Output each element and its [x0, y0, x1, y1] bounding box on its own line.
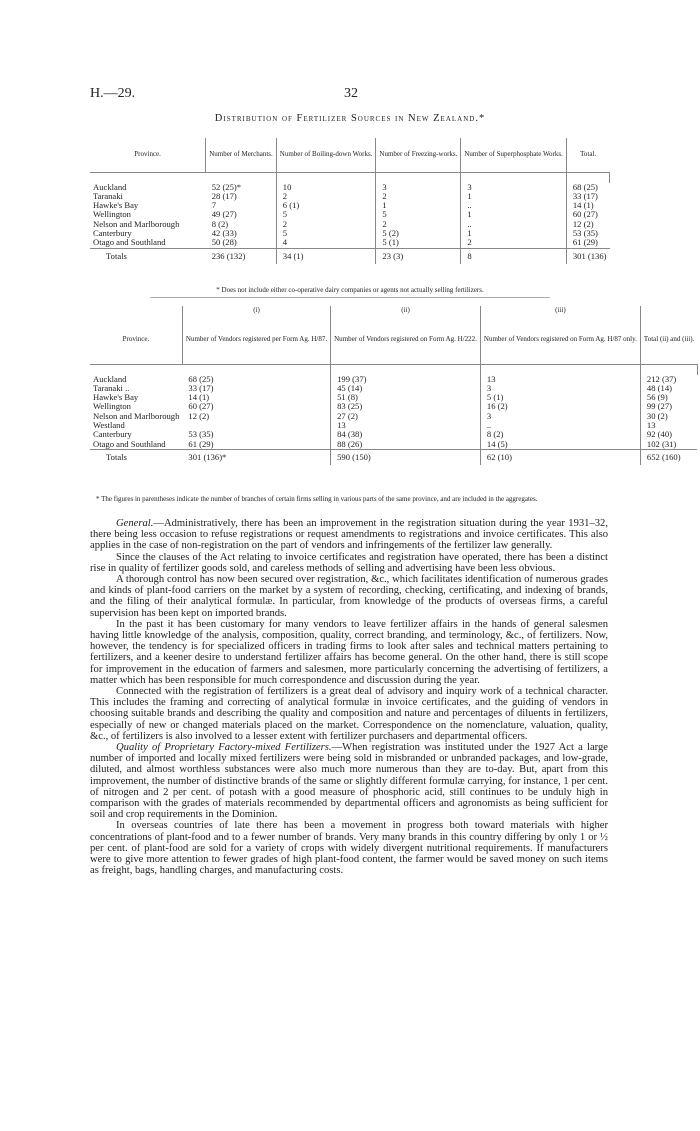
province-cell: Auckland: [93, 373, 127, 384]
table-row: [90, 393, 697, 402]
table2-body: [90, 364, 697, 465]
table1-col-superphosphate: Number of Superphosphate Works.: [461, 138, 566, 172]
paragraph-text: —When registration was instituted under the 1927 Act a large number of imported and locally mixed fertilizers were being sold in misbranded or unbranded packages, and low-grade, diluted, and almost worthless substances were also much more numerous than they are to-day. But, apart from this improvement, the number of distinctive brands of the same or slightly different formulæ carrying, for instance, 1 per cent. of nitrogen and 2 per cent. of potash with a good measure of phosphoric acid, still continues to be unduly high in comparison with the grades of materials recommended by departmental officers and agronomists as being sufficient for soil and crop requirements in the Dominion.: [90, 742, 608, 821]
value-cell: 56 (9): [646, 392, 668, 403]
table1-col-merchants: Number of Merchants.: [206, 138, 277, 172]
paragraph: A thorough control has now been secured over registration, &c., which facilitates identification of numerous grades and kinds of plant-food carriers on the market by a system of recording, checking, certificating, and indexing of brands, and the filing of their analytical formulæ. In particular, from knowledge of the products of overseas firms, a careful supervision has been kept on imported brands.: [90, 574, 608, 619]
value-cell: 12 (2): [572, 218, 594, 229]
province-cell: Otago and Southland: [93, 237, 166, 248]
province-cell: Auckland: [93, 181, 127, 192]
value-cell: 51 (8): [331, 393, 481, 402]
paragraph-lead: General.: [116, 518, 154, 529]
value-cell: 13: [331, 421, 481, 430]
total-value: 23 (3): [376, 248, 461, 264]
totals-label: Totals: [90, 248, 206, 264]
value-cell: 3: [461, 183, 566, 192]
table1-header-row: [90, 138, 610, 172]
table-row: [90, 440, 697, 450]
table1-col-freezing: Number of Freezing-works.: [376, 138, 461, 172]
table2-colnum-2: (ii): [331, 306, 481, 316]
table-row: [90, 402, 697, 411]
table-row: [90, 375, 697, 384]
value-cell: 5: [276, 229, 376, 238]
table-row: [90, 412, 697, 421]
paragraph: In the past it has been customary for many vendors to leave fertilizer affairs in the hands of general salesmen having little knowledge of the analysis, composition, quality, correct branding, and terminology, &c., of fertilizers. Now, however, the tendency is for specialized officers in trading firms to look after sales and technical matters pertaining to fertilizers, and a keener desire to understand fertilizer affairs has become general. On the other hand, there is still scope for improvement in the education of farmers and salesmen, more particularly concerning the advertising of fertilizers, a matter which has been responsible for much correspondence and discussion during the year.: [90, 618, 608, 686]
table2-col-province: Province.: [90, 316, 182, 364]
value-cell: 14 (1): [572, 200, 594, 211]
table2-colnum-4: [640, 306, 697, 316]
value-cell: 27 (2): [331, 412, 481, 421]
value-cell: 84 (38): [331, 430, 481, 439]
value-cell: 33 (17): [182, 384, 330, 393]
province-cell: Hawke's Bay: [93, 200, 139, 211]
value-cell: 52 (25)*: [206, 183, 277, 192]
table-row: [90, 238, 610, 248]
value-cell: 2: [376, 220, 461, 229]
value-cell: 61 (29): [572, 237, 598, 248]
value-cell: 10: [276, 183, 376, 192]
value-cell: 28 (17): [206, 192, 277, 201]
total-value: 236 (132): [206, 248, 277, 264]
value-cell: 33 (17): [572, 190, 598, 201]
table2-header-row: [90, 316, 697, 364]
table1-col-boiling: Number of Boiling-down Works.: [276, 138, 376, 172]
paragraph: In overseas countries of late there has been a movement in progress both toward materials with higher concentrations of plant-food and to a fewer number of brands. Very many brands in this country differing by only 1 or ½ per cent. of plant-food are sold for a variety of crops with widely divergent nutritional requirements. If manufacturers were to give more attention to fewer grades of high plant-food content, the farmer would be saved money on such items as freight, bags, handling charges, and manufacturing costs.: [90, 820, 608, 877]
value-cell: 199 (37): [331, 375, 481, 384]
table2-colnum-1: (i): [182, 306, 330, 316]
table1-footnote: * Does not include either co-operative dairy companies or agents not actually selling fertilizers.: [216, 286, 484, 294]
value-cell: 212 (37): [646, 373, 677, 384]
report-code: H.—29.: [90, 86, 136, 101]
value-cell: 92 (40): [646, 429, 672, 440]
table2-col-h222: Number of Vendors registered on Form Ag. H/222.: [331, 316, 481, 364]
paragraph-text: —Administratively, there has been an improvement in the registration situation during the year 1931–32, there being less occasion to refuse registrations or request amendments to registrations and invoice certificates. This also applies in the case of non-registration on the part of vendors and infringements of the fertilizer law generally.: [90, 518, 608, 552]
value-cell: 4: [276, 238, 376, 248]
paragraph-general: [90, 518, 608, 552]
province-cell: Wellington: [93, 209, 131, 220]
value-cell: 2: [376, 192, 461, 201]
table1-body: [90, 172, 610, 264]
table-row: [90, 192, 610, 201]
divider: [150, 297, 550, 298]
table-row: [90, 384, 697, 393]
value-cell: 102 (31): [646, 438, 677, 449]
value-cell: 5: [276, 210, 376, 219]
table2-col-total: Total (ii) and (iii).: [640, 316, 697, 364]
value-cell: 14 (5): [480, 440, 640, 450]
province-cell: Nelson and Marlborough: [93, 218, 180, 229]
province-cell: Taranaki ..: [93, 382, 130, 393]
spacer-row: [90, 172, 610, 183]
value-cell: 8 (2): [480, 430, 640, 439]
value-cell: 7: [206, 201, 277, 210]
value-cell: 2: [276, 220, 376, 229]
value-cell: 14 (1): [182, 393, 330, 402]
totals-row: [90, 449, 697, 465]
total-value: 652 (160): [640, 449, 697, 465]
value-cell: ..: [480, 421, 640, 430]
table2-col-h87: Number of Vendors registered per Form Ag. H/87.: [182, 316, 330, 364]
vendor-registration-table: [90, 306, 698, 465]
province-cell: Taranaki: [93, 190, 123, 201]
value-cell: 42 (33): [206, 229, 277, 238]
totals-label: Totals: [90, 449, 182, 465]
value-cell: 6 (1): [276, 201, 376, 210]
table-row: [90, 430, 697, 439]
value-cell: 2: [461, 238, 566, 248]
table2-colnum-3: (iii): [480, 306, 640, 316]
value-cell: 53 (35): [182, 430, 330, 439]
value-cell: 83 (25): [331, 402, 481, 411]
value-cell: 60 (27): [572, 209, 598, 220]
province-cell: Westland: [93, 419, 125, 430]
value-cell: 53 (35): [572, 227, 598, 238]
paragraph-quality: [90, 742, 608, 820]
value-cell: ..: [461, 201, 566, 210]
value-cell: 5 (1): [376, 238, 461, 248]
value-cell: 3: [480, 412, 640, 421]
body-text: [90, 518, 608, 877]
value-cell: ..: [461, 220, 566, 229]
page-number: 32: [344, 86, 358, 101]
paragraph: Connected with the registration of fertilizers is a great deal of advisory and inquiry work of a technical character. This includes the framing and correcting of analytical formulæ in invoice certificates, and the guiding of vendors in choosing suitable brands and describing the quality and composition and nature and percentages of diluents in fertilizers, especially of new or changed materials placed on the market. Correspondence on the nomenclature, valuation, quality, &c., of fertilizers is also involved to a lesser extent with fertilizer purchasers and departmental officers.: [90, 686, 608, 742]
value-cell: 68 (25): [572, 181, 598, 192]
table2-colnum-0: [90, 306, 182, 316]
total-value: 8: [461, 248, 566, 264]
value-cell: 30 (2): [646, 410, 668, 421]
table-row: [90, 421, 697, 430]
total-value: 62 (10): [480, 449, 640, 465]
value-cell: 5 (1): [480, 393, 640, 402]
spacer-row: [90, 364, 697, 375]
paragraph-lead: Quality of Proprietary Factory-mixed Fertilizers.: [116, 742, 332, 754]
table1-col-province: Province.: [90, 138, 206, 172]
paragraph: Since the clauses of the Act relating to invoice certificates and registration have operated, there has been a distinct rise in quality of fertilizer goods sold, and careless methods of selling and advertising have been less obvious.: [90, 551, 608, 574]
total-value: 301 (136)*: [182, 449, 330, 465]
value-cell: 8 (2): [206, 220, 277, 229]
table2-footnote: * The figures in parentheses indicate the number of branches of certain firms selling in various parts of the same province, and are included in the aggregates.: [96, 495, 538, 503]
value-cell: 13: [646, 419, 656, 430]
value-cell: 16 (2): [480, 402, 640, 411]
total-value: 34 (1): [276, 248, 376, 264]
table-row: [90, 220, 610, 229]
value-cell: 1: [461, 192, 566, 201]
value-cell: 1: [376, 201, 461, 210]
value-cell: 88 (26): [331, 440, 481, 450]
table1-col-total: Total.: [566, 138, 609, 172]
value-cell: 45 (14): [331, 384, 481, 393]
value-cell: 49 (27): [206, 210, 277, 219]
value-cell: 5: [376, 210, 461, 219]
value-cell: 68 (25): [182, 375, 330, 384]
province-cell: Canterbury: [93, 227, 132, 238]
total-value: 590 (150): [331, 449, 481, 465]
province-cell: Nelson and Marlborough: [93, 410, 180, 421]
fertilizer-sources-table: [90, 138, 610, 264]
table-row: [90, 201, 610, 210]
table2-col-h87-only: Number of Vendors registered on Form Ag. H/87 only.: [480, 316, 640, 364]
value-cell: 1: [461, 229, 566, 238]
value-cell: 61 (29): [182, 440, 330, 450]
value-cell: 12 (2): [182, 412, 330, 421]
table2-colnum-row: [90, 306, 697, 316]
table-row: [90, 229, 610, 238]
table1-caption: Distribution of Fertilizer Sources in New Zealand.*: [214, 113, 486, 124]
province-cell: Canterbury: [93, 429, 132, 440]
value-cell: 48 (14): [646, 382, 672, 393]
province-cell: Hawke's Bay: [93, 392, 139, 403]
totals-row: [90, 248, 610, 264]
value-cell: 2: [276, 192, 376, 201]
value-cell: 60 (27): [182, 402, 330, 411]
value-cell: 3: [376, 183, 461, 192]
table-row: [90, 183, 610, 192]
value-cell: 1: [461, 210, 566, 219]
province-cell: Otago and Southland: [93, 438, 166, 449]
province-cell: Wellington: [93, 401, 131, 412]
total-value: 301 (136): [566, 248, 609, 264]
value-cell: 13: [480, 375, 640, 384]
value-cell: 3: [480, 384, 640, 393]
value-cell: 5 (2): [376, 229, 461, 238]
value-cell: 99 (27): [646, 401, 672, 412]
value-cell: 50 (28): [206, 238, 277, 248]
